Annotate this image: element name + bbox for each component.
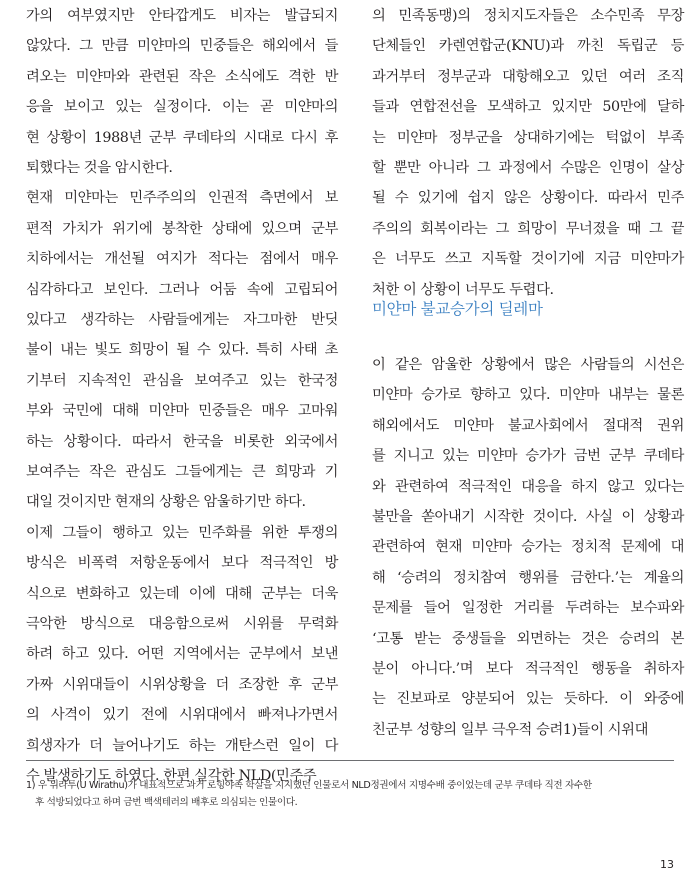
text-line: 의 민족동맹)의 정치지도자들은 소수민족 무장 bbox=[372, 8, 684, 24]
text-line: 미얀마 승가로 향하고 있다. 미얀마 내부는 물론 bbox=[372, 387, 684, 404]
text-line: 응을 보이고 있는 실정이다. 이는 곧 미얀마의 bbox=[26, 99, 338, 116]
text-line: 과거부터 정부군과 대항해오고 있던 여러 조직 bbox=[372, 68, 684, 85]
text-line: 친군부 성향의 일부 극우적 승려1)들이 시위대 bbox=[372, 721, 648, 738]
footnote-divider bbox=[26, 760, 674, 761]
text-line: 들과 연합전선을 모색하고 있지만 50만에 달하 bbox=[372, 99, 684, 116]
text-line: 려오는 미얀마와 관련된 작은 소식에도 격한 반 bbox=[26, 68, 338, 85]
text-line: 의 사격이 있기 전에 시위대에서 빠져나가면서 bbox=[26, 707, 338, 724]
text-line: 할 뿐만 아니라 그 과정에서 수많은 인명이 살상 bbox=[372, 160, 684, 176]
text-line: 편적 가치가 위기에 봉착한 상태에 있으며 군부 bbox=[26, 220, 338, 237]
page-number: 13 bbox=[660, 858, 674, 871]
text-line: 않았다. 그 만큼 미얀마의 민중들은 해외에서 들 bbox=[26, 38, 338, 55]
text-line: 현 상황이 1988년 군부 쿠데타의 시대로 다시 후 bbox=[26, 129, 338, 146]
text-line: 될 수 있기에 쉽지 않은 상황이다. 따라서 민주 bbox=[372, 190, 684, 207]
text-line: 희생자가 더 늘어나기도 하는 개탄스런 일이 다 bbox=[26, 737, 338, 754]
text-line: 처한 이 상황이 너무도 두렵다. bbox=[372, 281, 554, 298]
text-line: 주의의 회복이라는 그 희망이 무너졌을 때 그 끝 bbox=[372, 220, 684, 237]
text-line: 방식은 비폭력 저항운동에서 보다 적극적인 방 bbox=[26, 555, 338, 572]
text-line: 이제 그들이 행하고 있는 민주화를 위한 투쟁의 bbox=[26, 524, 338, 541]
text-line: 식으로 변화하고 있는데 이에 대해 군부는 더욱 bbox=[26, 585, 338, 602]
text-line: 분이 아니다.’며 보다 적극적인 행동을 취하자 bbox=[372, 661, 684, 677]
text-line: 퇴했다는 것을 암시한다. bbox=[26, 160, 173, 176]
text-line: 는 진보파로 양분되어 있는 듯하다. 이 와중에 bbox=[372, 691, 684, 708]
text-line: 하려 하고 있다. 어떤 지역에서는 군부에서 보낸 bbox=[26, 646, 338, 663]
text-line: 관련하여 현재 미얀마 승가는 정치적 문제에 대 bbox=[372, 539, 684, 556]
text-line: 현재 미얀마는 민주주의의 인권적 측면에서 보 bbox=[26, 190, 338, 207]
text-line: 은 너무도 쓰고 지독할 것이기에 지금 미얀마가 bbox=[372, 251, 684, 268]
text-line: 치하에서는 개선될 여지가 적다는 점에서 매우 bbox=[26, 251, 338, 268]
text-line: 가의 여부였지만 안타깝게도 비자는 발급되지 bbox=[26, 8, 338, 24]
footnote bbox=[26, 777, 674, 811]
text-line: 가짜 시위대들이 시위상황을 더 조장한 후 군부 bbox=[26, 676, 338, 693]
text-line: 는 미얀마 정부군을 상대하기에는 턱없이 부족 bbox=[372, 129, 684, 146]
text-line: 불이 내는 빛도 희망이 될 수 있다. 특히 사태 초 bbox=[26, 342, 338, 359]
text-line: 이 같은 암울한 상황에서 많은 사람들의 시선은 bbox=[372, 357, 684, 373]
text-line: 수 발생하기도 하였다. 한편 실각한 NLD(민주주 bbox=[26, 768, 317, 784]
text-line: 보여주는 작은 관심도 그들에게는 큰 희망과 기 bbox=[26, 464, 338, 480]
text-line: 부와 국민에 대해 미얀마 민중들은 매우 고마워 bbox=[26, 403, 338, 420]
footnote-line: 1) 우 위라투(U Wirathu)가 대표적으로 과거 로힝야족 학살을 지지했던 인물로서 NLD정권에서 지명수배 중이었는데 군부 쿠데타 직전 자수한 bbox=[26, 780, 592, 791]
text-line: 있다고 생각하는 사람들에게는 자그마한 반딧 bbox=[26, 312, 338, 328]
text-line: 하는 상황이다. 따라서 한국을 비롯한 외국에서 bbox=[26, 433, 338, 450]
text-line: 문제를 들어 일정한 거리를 두려하는 보수파와 bbox=[372, 600, 684, 617]
text-line: 를 지니고 있는 미얀마 승가가 금번 군부 쿠데타 bbox=[372, 448, 684, 465]
text-line: ‘고통 받는 중생들을 외면하는 것은 승려의 본 bbox=[372, 630, 684, 647]
text-line: 와 관련하여 적극적인 대응을 하지 않고 있다는 bbox=[372, 478, 684, 495]
text-line: 해 ‘승려의 정치참여 행위를 금한다.’는 계율의 bbox=[372, 569, 684, 586]
text-line: 심각하다고 보인다. 그러나 어둠 속에 고립되어 bbox=[26, 281, 338, 298]
text-line: 단체들인 카렌연합군(KNU)과 까친 독립군 등 bbox=[372, 38, 684, 55]
text-line: 불만을 쏟아내기 시작한 것이다. 사실 이 상황과 bbox=[372, 509, 684, 525]
text-line: 기부터 지속적인 관심을 보여주고 있는 한국정 bbox=[26, 372, 338, 389]
text-line: 해외에서도 미얀마 불교사회에서 절대적 권위 bbox=[372, 417, 684, 434]
text-line: 대일 것이지만 현재의 상황은 암울하기만 하다. bbox=[26, 494, 306, 511]
text-line: 극악한 방식으로 대응함으로써 시위를 무력화 bbox=[26, 616, 338, 632]
section-heading: 미얀마 불교승가의 딜레마 bbox=[372, 300, 543, 318]
footnote-line: 후 석방되었다고 하며 금번 백색테러의 배후로 의심되는 인물이다. bbox=[35, 797, 298, 808]
